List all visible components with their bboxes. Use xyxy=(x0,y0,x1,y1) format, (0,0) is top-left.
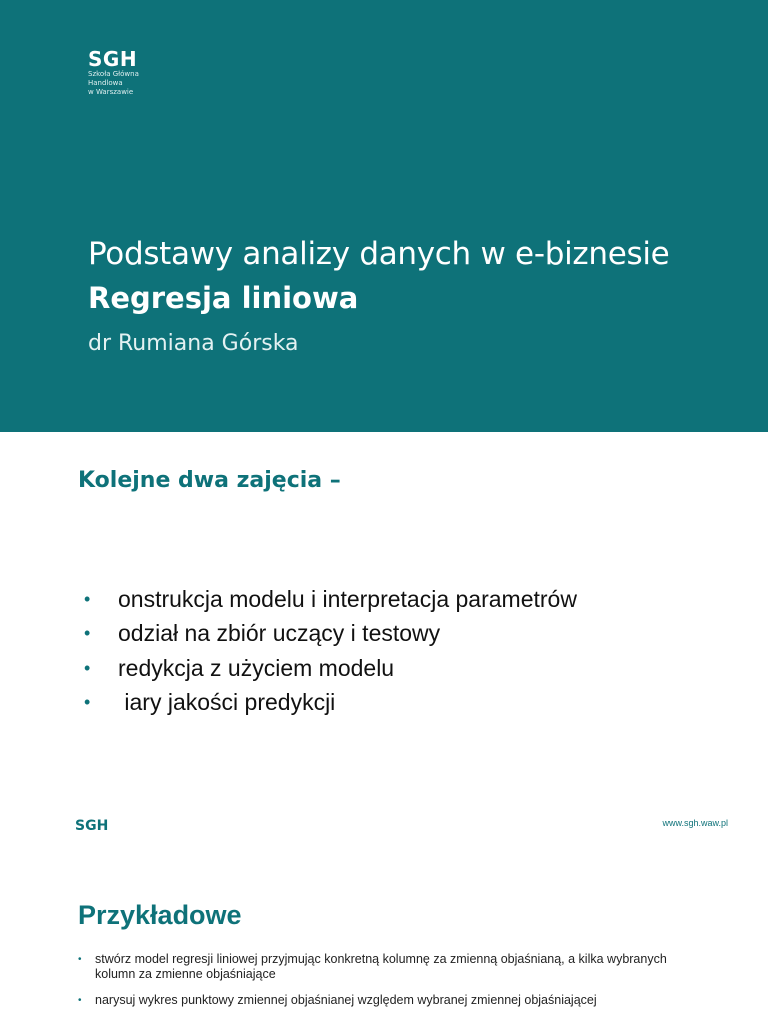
author-name: dr Rumiana Górska xyxy=(88,331,299,356)
list-item-text: onstrukcja modelu i interpretacja parametrów xyxy=(118,585,577,612)
sgh-logo xyxy=(88,48,139,97)
list-item-text: redykcja z użyciem modelu xyxy=(118,654,395,681)
list-item-text: odział na zbiór uczący i testowy xyxy=(118,620,441,647)
agenda-slide xyxy=(0,432,768,856)
slide-heading: Przykładowe xyxy=(78,900,242,930)
list-item xyxy=(84,617,577,652)
course-title: Podstawy analizy danych w e-biznesie xyxy=(88,236,670,272)
list-item xyxy=(84,686,577,721)
agenda-list xyxy=(84,582,577,720)
footer-url[interactable]: www.sgh.waw.pl xyxy=(662,818,728,828)
list-item-text: stwórz model regresji liniowej przyjmując konkretną kolumnę za zmienną objaśnianą, a kilka wybranych kolumn za zmienne objaśniające xyxy=(95,952,667,981)
logo-line: Handlowa xyxy=(88,79,123,87)
bullet-icon: • xyxy=(84,623,91,644)
list-item xyxy=(78,952,698,982)
list-item-text: narysuj wykres punktowy zmiennej objaśnianej względem wybranej zmiennej objaśniającej xyxy=(95,993,597,1007)
examples-slide xyxy=(0,856,768,1024)
list-item xyxy=(84,651,577,686)
bullet-icon: • xyxy=(84,588,91,609)
topic-title: Regresja liniowa xyxy=(88,281,359,315)
bullet-icon: • xyxy=(78,995,82,1006)
logo-line: Szkoła Główna xyxy=(88,70,139,78)
bullet-icon: • xyxy=(84,657,91,678)
list-item xyxy=(84,582,577,617)
logo-mark: SGH xyxy=(88,47,138,71)
bullet-icon: • xyxy=(84,692,91,713)
list-item-text: iary jakości predykcji xyxy=(118,689,336,716)
title-slide xyxy=(0,0,768,432)
logo-line: w Warszawie xyxy=(88,88,134,96)
list-item xyxy=(78,993,698,1008)
footer-logo: SGH xyxy=(75,818,109,834)
bullet-icon: • xyxy=(78,954,82,965)
examples-list xyxy=(78,952,698,1019)
slide-heading: Kolejne dwa zajęcia – xyxy=(78,468,341,493)
